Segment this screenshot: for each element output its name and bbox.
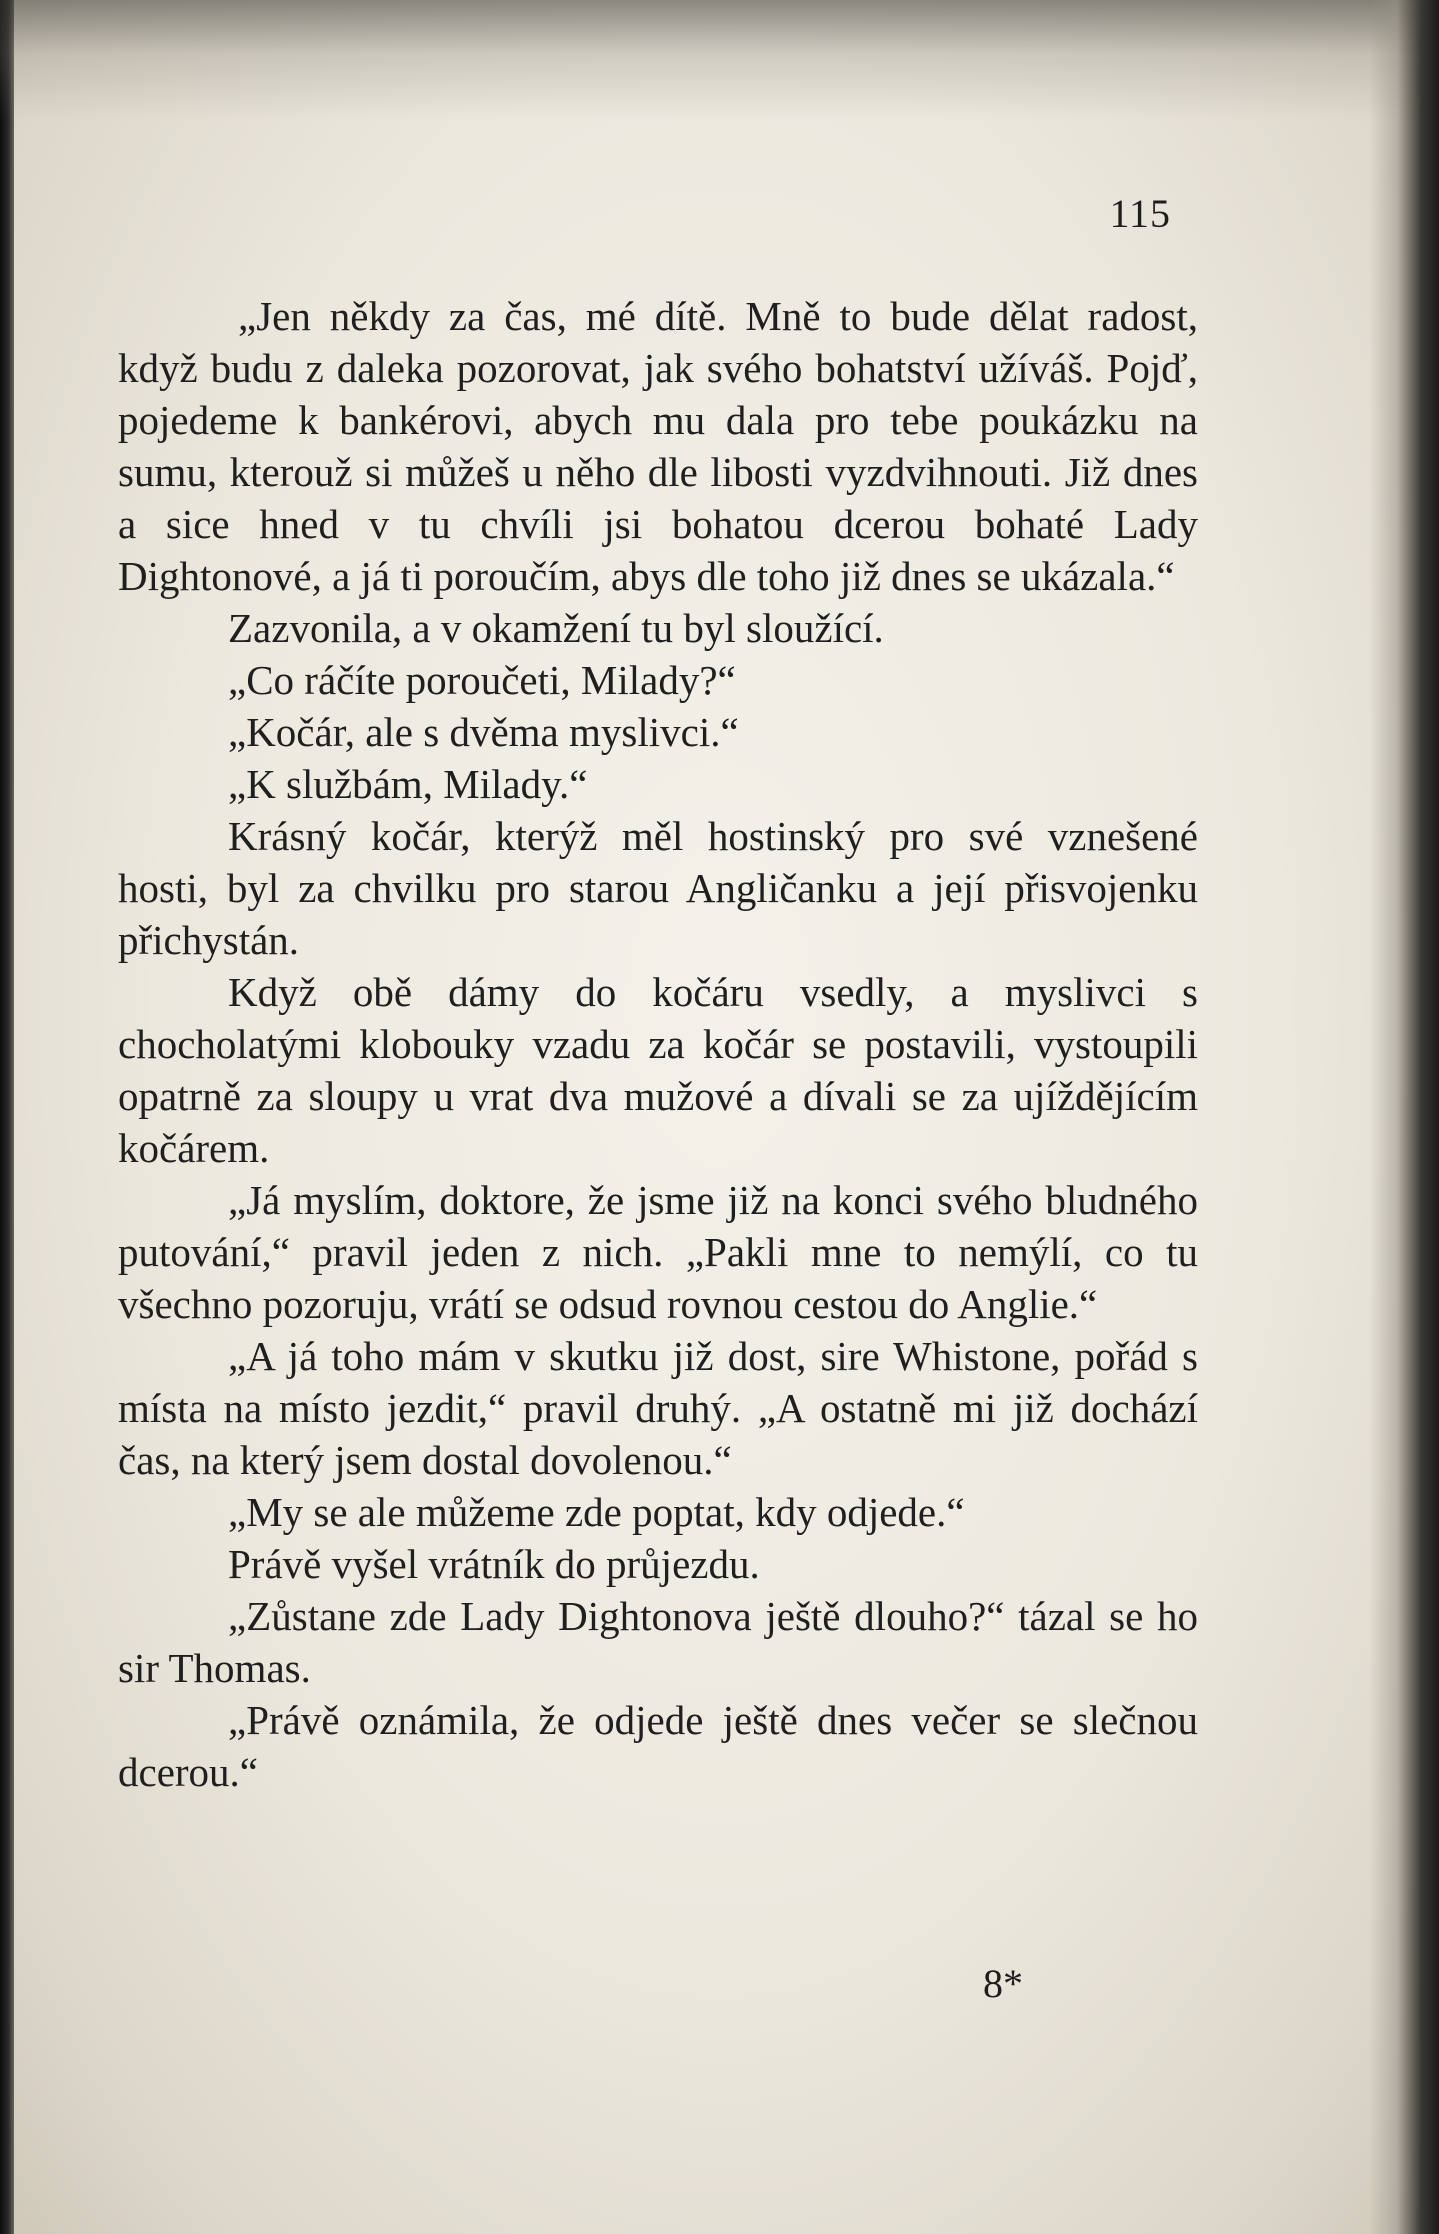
paragraph: „Zůstane zde Lady Dightonova ještě dlouho?“ tázal se ho sir Thomas. [118,1593,1198,1691]
paragraph: „K službám, Milady.“ [228,761,588,807]
paragraph: „Jen někdy za čas, mé dítě. Mně to bude dělat radost, když budu z daleka pozorovat, jak svého bohatství užíváš. Pojď, pojedeme k bankérovi, abych mu dala pro tebe poukázku na sumu, kterouž si můžeš u něho dle libosti vyzdvihnouti. Již dnes a sice hned v tu chvíli jsi bohatou dcerou bohaté Lady Dightonové, a já ti poroučím, abys dle toho již dnes se ukázala.“ [118,293,1198,599]
paragraph: Když obě dámy do kočáru vsedly, a myslivci s chocholatými klobouky vzadu za kočár se postavili, vystoupili opatrně za sloupy u vrat dva mužové a dívali se za ujíždějícím kočárem. [118,969,1198,1171]
scan-top-shadow [0,0,1439,120]
paragraph: „Já myslím, doktore, že jsme již na konci svého bludného putování,“ pravil jeden z nich. „Pakli mne to nemýlí, co tu všechno pozoruju, vrátí se odsud rovnou cestou do Anglie.“ [118,1177,1198,1327]
paragraph: „A já toho mám v skutku již dost, sire Whistone, pořád s místa na místo jezdit,“ pravil druhý. „A ostatně mi již dochází čas, na který jsem dostal dovolenou.“ [118,1333,1198,1483]
paragraph: Krásný kočár, kterýž měl hostinský pro své vznešené hosti, byl za chvilku pro starou Angličanku a její přisvojenku přichystán. [118,813,1198,963]
paragraph: Právě vyšel vrátník do průjezdu. [228,1541,760,1587]
body-text [118,290,1198,1798]
paragraph: Zazvonila, a v okamžení tu byl sloužící. [228,605,884,651]
paragraph: „Kočár, ale s dvěma myslivci.“ [228,709,739,755]
scan-left-edge [0,0,14,2234]
paragraph: „Právě oznámila, že odjede ještě dnes večer se slečnou dcerou.“ [118,1697,1198,1795]
paragraph: „Co ráčíte poroučeti, Milady?“ [228,657,736,703]
signature-mark: 8* [983,1961,1023,2006]
scan-right-edge [1369,0,1439,2234]
paragraph: „My se ale můžeme zde poptat, kdy odjede.“ [228,1489,965,1535]
page-number: 115 [1109,191,1171,236]
